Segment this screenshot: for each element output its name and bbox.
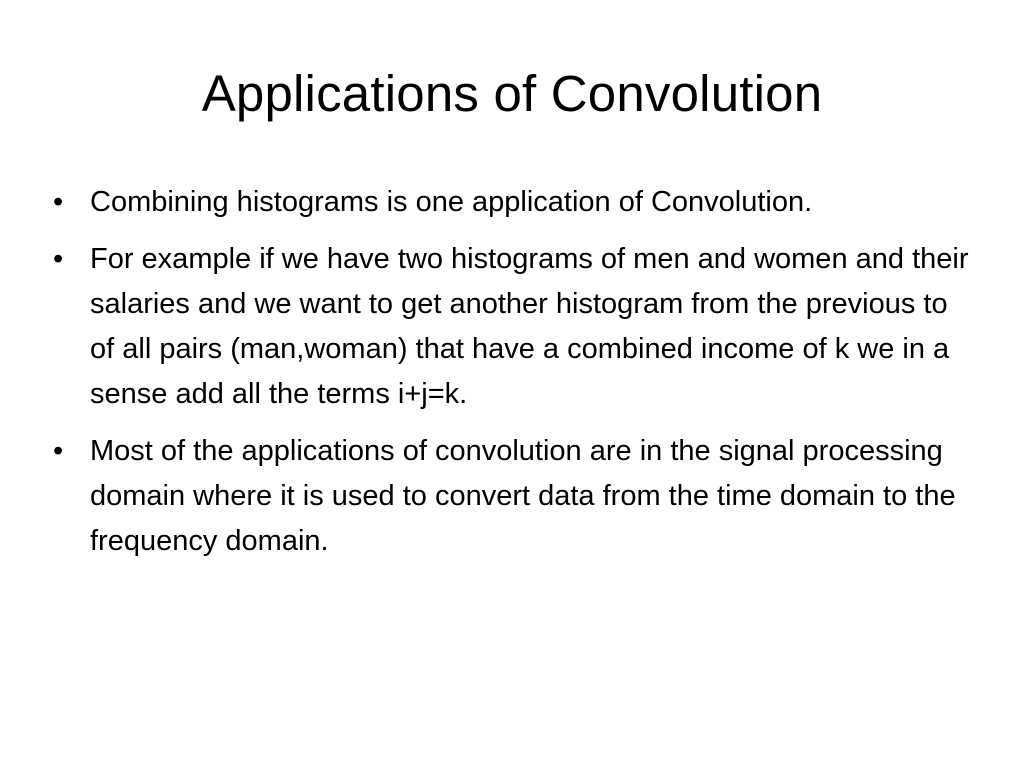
bullet-dot-icon: • bbox=[53, 435, 64, 467]
bullet-text-2: For example if we have two histograms of men and women and their salaries and we want to get another histogram from the previous to of all pairs (man,woman) that have a combined income of k we in a sense add all the terms i+j=k. bbox=[90, 243, 969, 410]
bullet-text-1: Combining histograms is one application of Convolution. bbox=[90, 186, 813, 218]
bullet-list bbox=[50, 180, 970, 576]
slide-title: Applications of Convolution bbox=[201, 65, 823, 122]
bullet-item-3 bbox=[50, 429, 970, 564]
bullet-item-2 bbox=[50, 237, 970, 417]
bullet-dot-icon: • bbox=[53, 186, 64, 218]
bullet-dot-icon: • bbox=[53, 243, 64, 275]
bullet-text-3: Most of the applications of convolution are in the signal processing domain where it is used to convert data from the time domain to the frequency domain. bbox=[90, 435, 956, 557]
bullet-item-1 bbox=[50, 180, 970, 225]
